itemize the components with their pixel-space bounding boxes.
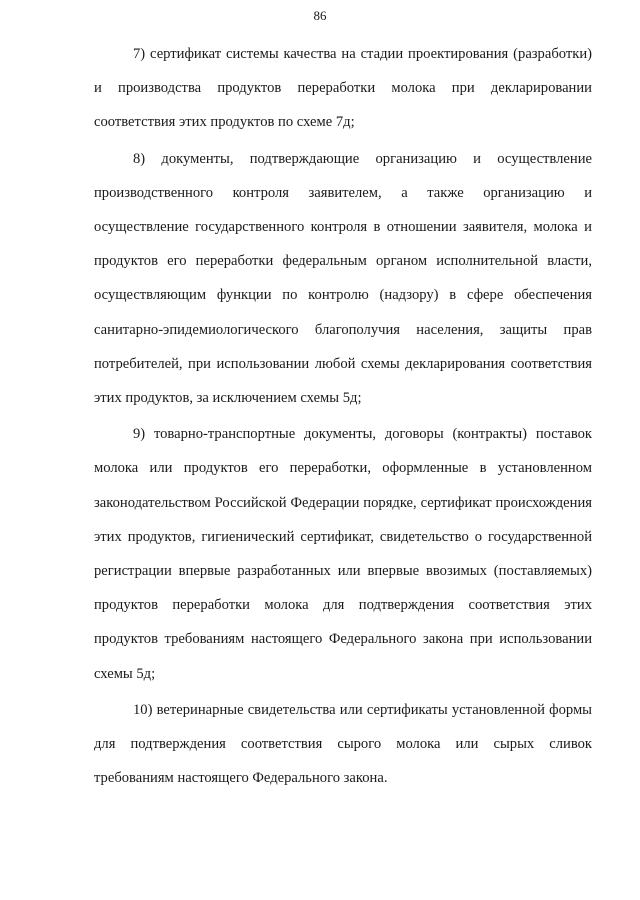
document-body xyxy=(94,37,592,797)
paragraph-item-10: 10) ветеринарные свидетельства или сертификаты установленной формы для подтверждения соответствия сырого молока или сырых сливок требованиям настоящего Федерального закона. xyxy=(94,701,592,787)
page-number: 86 xyxy=(313,8,327,23)
paragraph-item-9: 9) товарно-транспортные документы, договоры (контракты) поставок молока или продуктов его переработки, оформленные в установленном законодательством Российской Федерации порядке, сертификат происхождения этих продуктов, гигиенический сертификат, свидетельство о государственной регистрации впервые разработанных или впервые ввозимых (поставляемых) продуктов переработки молока для подтверждения соответствия этих продуктов требованиям настоящего Федерального закона при использовании схемы 5д; xyxy=(94,426,592,682)
paragraph-item-8: 8) документы, подтверждающие организацию и осуществление производственного контроля заявителем, а также организацию и осуществление государственного контроля в отношении заявителя, молока и продуктов его переработки федеральным органом исполнительной власти, осуществляющим функции по контролю (надзору) в сфере обеспечения санитарно-эпидемиологического благополучия населения, защиты прав потребителей, при использовании любой схемы декларирования соответствия этих продуктов, за исключением схемы 5д; xyxy=(94,150,592,407)
paragraph-item-7: 7) сертификат системы качества на стадии проектирования (разработки) и производства продуктов переработки молока при декларировании соответствия этих продуктов по схеме 7д; xyxy=(94,46,592,131)
